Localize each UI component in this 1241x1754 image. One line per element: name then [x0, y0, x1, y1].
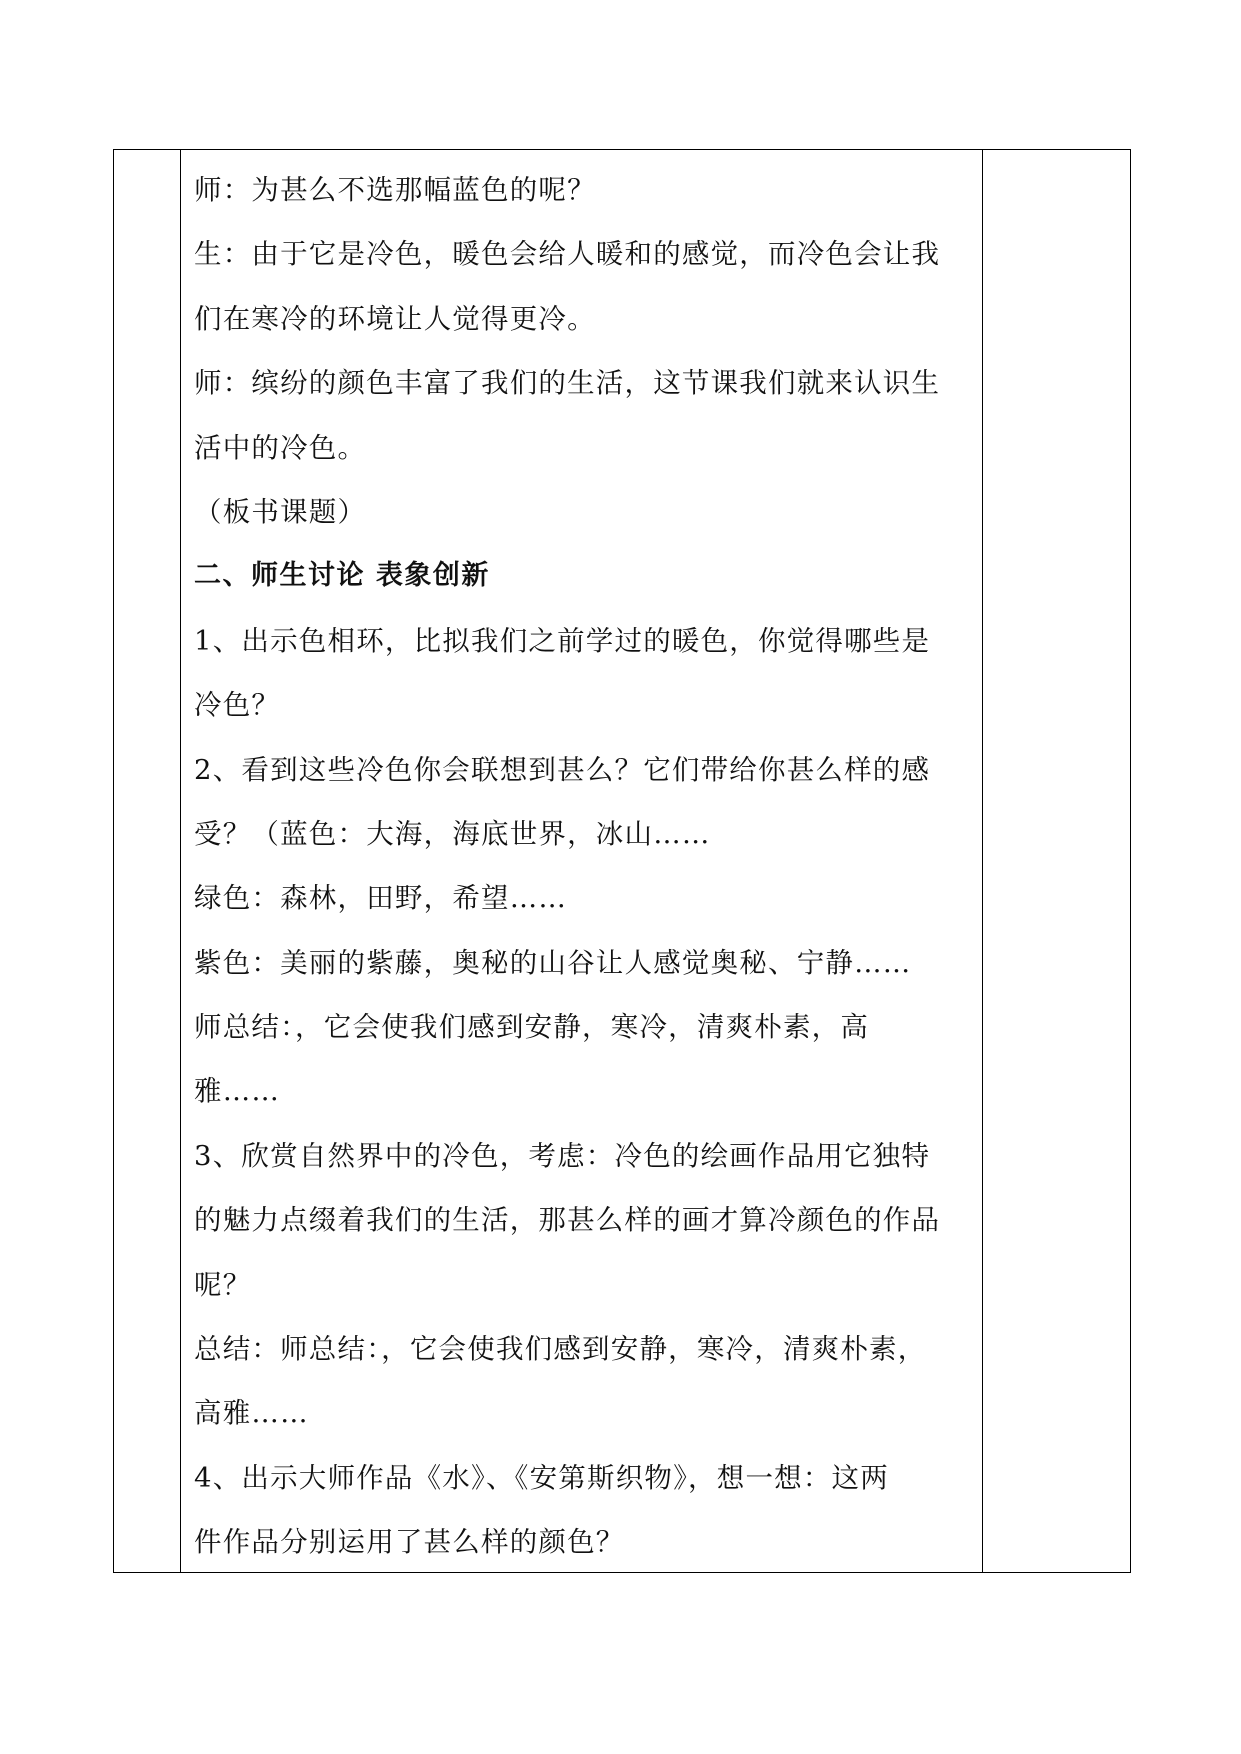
dialogue-line: 师：为甚么不选那幅蓝色的呢？: [194, 174, 596, 206]
step-line: 紫色：美丽的紫藤，奥秘的山谷让人感觉奥秘、宁静……: [194, 946, 912, 979]
step-line: 绿色：森林，田野，希望……: [194, 882, 568, 915]
summary-line: 师总结：，它会使我们感到安静，寒冷，清爽朴素，高: [194, 1011, 870, 1044]
step-line: 2、看到这些冷色你会联想到甚么？它们带给你甚么样的感: [194, 753, 931, 786]
column-divider-right: [982, 150, 983, 1572]
step-line: 冷色？: [194, 689, 281, 722]
dialogue-line: 们在寒冷的环境让人觉得更冷。: [194, 302, 596, 335]
dialogue-line: 师：缤纷的颜色丰富了我们的生活，这节课我们就来认识生: [194, 367, 941, 400]
section-heading: 二、师生讨论 表象创新: [194, 560, 490, 592]
summary-line: 总结：师总结：，它会使我们感到安静，寒冷，清爽朴素，: [194, 1333, 927, 1366]
board-note-line: （板书课题）: [194, 495, 367, 528]
summary-line: 高雅……: [194, 1397, 309, 1430]
dialogue-line: 活中的冷色。: [194, 431, 367, 464]
lesson-content-cell: [194, 158, 980, 1575]
step-line: 呢？: [194, 1268, 252, 1301]
step-line: 件作品分别运用了甚么样的颜色？: [194, 1526, 625, 1559]
column-divider-left: [180, 150, 181, 1572]
lesson-plan-table: [113, 149, 1131, 1573]
summary-line: 雅……: [194, 1075, 281, 1108]
dialogue-line: 生：由于它是冷色，暖色会给人暖和的感觉，而冷色会让我: [194, 238, 941, 271]
step-line: 3、欣赏自然界中的冷色，考虑：冷色的绘画作品用它独特: [194, 1139, 931, 1172]
step-line: 4、出示大师作品《水》、《安第斯织物》，想一想：这两: [194, 1461, 889, 1494]
step-line: 1、出示色相环，比拟我们之前学过的暖色，你觉得哪些是: [194, 624, 931, 657]
step-line: 的魅力点缀着我们的生活，那甚么样的画才算冷颜色的作品: [194, 1204, 941, 1237]
step-line: 受？（蓝色：大海，海底世界，冰山……: [194, 817, 711, 850]
